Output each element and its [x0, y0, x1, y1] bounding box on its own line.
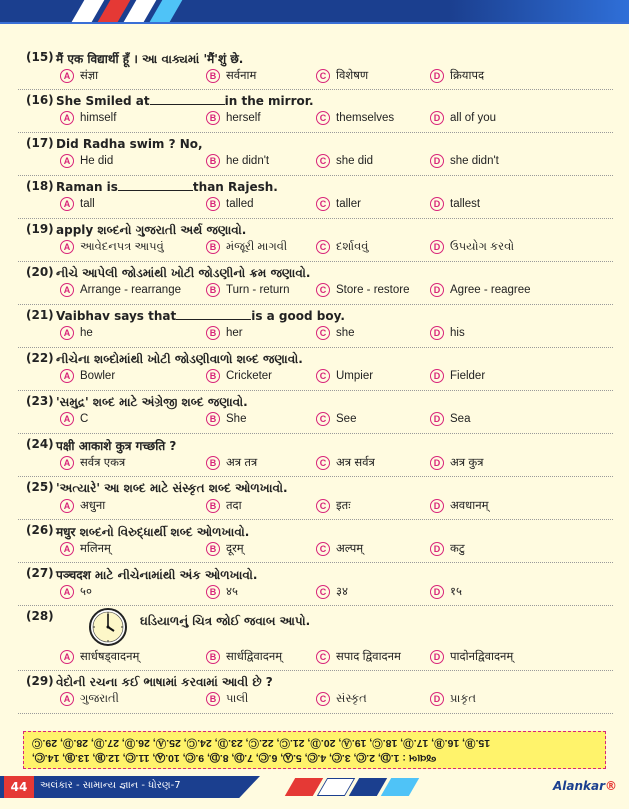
option-text: अवधानम्	[450, 500, 489, 512]
option-c[interactable]	[316, 283, 410, 297]
question-number: (15)	[26, 50, 54, 64]
option-text: पादोनद्विवादनम्	[450, 651, 514, 663]
option-text: See	[336, 413, 357, 425]
option-text: he didn't	[226, 155, 270, 167]
option-letter-badge: A	[60, 369, 74, 383]
option-letter-badge: D	[430, 650, 444, 664]
option-text: her	[226, 327, 243, 339]
option-letter-badge: B	[206, 326, 220, 340]
option-b[interactable]	[206, 455, 257, 470]
option-text: Arrange - rearrange	[80, 284, 181, 296]
option-letter-badge: B	[206, 412, 220, 426]
options-row	[0, 692, 629, 710]
option-letter-badge: A	[60, 240, 74, 254]
header-stripe	[150, 0, 183, 22]
option-letter-badge: D	[430, 283, 444, 297]
question-item	[0, 564, 629, 598]
question-item	[0, 478, 629, 512]
option-b[interactable]	[206, 692, 248, 706]
question-item	[0, 263, 629, 296]
options-row	[0, 154, 629, 172]
option-c[interactable]	[316, 240, 368, 254]
option-letter-badge: C	[316, 283, 330, 297]
option-letter-badge: A	[60, 412, 74, 426]
question-divider	[18, 713, 613, 714]
option-text: આવેદનપત્ર આપવું	[80, 240, 164, 253]
option-letter-badge: B	[206, 650, 220, 664]
question-number: (20)	[26, 265, 54, 279]
option-letter-badge: C	[316, 499, 330, 513]
question-number: (18)	[26, 179, 54, 193]
option-letter-badge: D	[430, 69, 444, 83]
option-text: Cricketer	[226, 370, 273, 382]
question-text: apply શબ્દનો ગુજરાતી અર્થ જણાવો.	[56, 222, 247, 237]
option-text: सर्वनाम	[226, 70, 257, 82]
book-title: અલંકાર - સામાન્ય જ્ઞાન - ધોરણ-7	[40, 780, 181, 791]
option-b[interactable]	[206, 584, 238, 599]
question-item	[0, 306, 629, 339]
option-a[interactable]	[60, 498, 105, 513]
option-letter-badge: C	[316, 542, 330, 556]
option-letter-badge: C	[316, 585, 330, 599]
fill-in-blank	[118, 180, 193, 191]
option-letter-badge: C	[316, 240, 330, 254]
option-c[interactable]	[316, 412, 356, 426]
option-text: Store - restore	[336, 284, 410, 296]
question-text: ઘડિયાળનું ચિત્ર જોઈ જવાબ આપો.	[140, 613, 311, 628]
question-header	[0, 672, 629, 692]
question-divider	[18, 605, 613, 606]
option-letter-badge: A	[60, 69, 74, 83]
option-text: his	[450, 327, 465, 339]
question-number: (26)	[26, 523, 54, 537]
option-text: themselves	[336, 112, 395, 124]
question-text: Did Radha swim ? No,	[56, 137, 203, 151]
option-text: પ્રાકૃત	[450, 692, 477, 705]
question-divider	[18, 519, 613, 520]
option-text: अधुना	[80, 500, 106, 512]
option-letter-badge: A	[60, 197, 74, 211]
option-text: ३४	[336, 586, 348, 598]
question-divider	[18, 390, 613, 391]
question-text-before: Raman is	[56, 180, 118, 194]
options-row	[0, 240, 629, 258]
option-letter-badge: B	[206, 585, 220, 599]
option-b[interactable]	[206, 498, 242, 513]
option-b[interactable]	[206, 369, 272, 383]
question-header	[0, 521, 629, 541]
option-letter-badge: B	[206, 69, 220, 83]
option-letter-badge: A	[60, 283, 74, 297]
option-letter-badge: D	[430, 456, 444, 470]
option-letter-badge: C	[316, 154, 330, 168]
question-divider	[18, 261, 613, 262]
question-header	[0, 478, 629, 498]
option-b[interactable]	[206, 649, 282, 664]
question-header	[0, 435, 629, 455]
option-a[interactable]	[60, 369, 115, 383]
page-number: 44	[4, 776, 34, 798]
option-letter-badge: A	[60, 542, 74, 556]
options-row	[0, 649, 629, 667]
question-text	[56, 309, 345, 323]
question-item	[0, 134, 629, 167]
option-letter-badge: D	[430, 111, 444, 125]
question-item	[0, 672, 629, 705]
question-text-after: is a good boy.	[251, 309, 345, 323]
brand-name: Alankar	[552, 779, 605, 793]
question-number: (28)	[26, 609, 54, 623]
question-text: पक्षी आकाशे कुत्र गच्छति ?	[56, 438, 177, 453]
answer-key-box	[23, 731, 606, 769]
option-d[interactable]	[430, 649, 513, 664]
question-item	[0, 392, 629, 425]
option-a[interactable]	[60, 240, 164, 254]
question-divider	[18, 175, 613, 176]
option-letter-badge: A	[60, 585, 74, 599]
option-c[interactable]	[316, 584, 348, 599]
option-letter-badge: D	[430, 499, 444, 513]
question-number: (21)	[26, 308, 54, 322]
option-letter-badge: D	[430, 240, 444, 254]
option-b[interactable]	[206, 68, 256, 83]
option-text: પાલી	[226, 692, 249, 705]
option-text: He did	[80, 155, 114, 167]
option-d[interactable]	[430, 154, 499, 168]
option-a[interactable]	[60, 68, 98, 83]
option-b[interactable]	[206, 197, 254, 211]
header-band	[0, 0, 629, 22]
question-text-after: than Rajesh.	[192, 180, 278, 194]
answer-key-line-2: 15.Ⓑ, 16.Ⓑ, 17.Ⓓ, 18.Ⓒ, 19.Ⓐ, 20.Ⓓ, 21.Ⓒ, 22.Ⓒ, 23.Ⓓ, 24.Ⓒ, 25.Ⓐ, 26.Ⓓ, 27.Ⓓ, 28.Ⓓ, 29.Ⓒ	[32, 737, 491, 749]
option-a[interactable]	[60, 412, 88, 426]
fill-in-blank	[150, 94, 225, 105]
question-divider	[18, 562, 613, 563]
option-d[interactable]	[430, 326, 465, 340]
option-text: Bowler	[80, 370, 116, 382]
question-header	[0, 306, 629, 326]
option-text: સંસ્કૃત	[336, 692, 367, 705]
option-letter-badge: D	[430, 542, 444, 556]
options-row	[0, 326, 629, 344]
option-d[interactable]	[430, 541, 465, 556]
option-c[interactable]	[316, 369, 373, 383]
options-row	[0, 197, 629, 215]
option-d[interactable]	[430, 197, 480, 211]
option-text: Turn - return	[226, 284, 290, 296]
question-text: 'સમુદ્ર' શબ્દ માટે અંગ્રેજી શબ્દ જણાવો.	[56, 394, 248, 409]
option-text: विशेषण	[336, 70, 369, 82]
option-letter-badge: A	[60, 154, 74, 168]
option-letter-badge: C	[316, 69, 330, 83]
option-letter-badge: B	[206, 240, 220, 254]
question-header	[0, 220, 629, 240]
option-text: अत्र सर्वत्र	[336, 457, 375, 469]
option-text: अल्पम्	[336, 543, 364, 555]
option-b[interactable]	[206, 283, 289, 297]
question-number: (16)	[26, 93, 54, 107]
option-d[interactable]	[430, 455, 484, 470]
option-text: C	[80, 413, 89, 425]
option-text: सार्धषड्वादनम्	[80, 651, 140, 663]
question-item	[0, 177, 629, 210]
option-letter-badge: D	[430, 197, 444, 211]
question-divider	[18, 433, 613, 434]
option-letter-badge: D	[430, 154, 444, 168]
option-letter-badge: A	[60, 499, 74, 513]
header-curve	[0, 22, 629, 32]
option-a[interactable]	[60, 455, 125, 470]
option-c[interactable]	[316, 111, 394, 125]
option-letter-badge: D	[430, 585, 444, 599]
option-text: तदा	[226, 500, 242, 512]
question-divider	[18, 347, 613, 348]
option-c[interactable]	[316, 541, 363, 556]
option-letter-badge: D	[430, 412, 444, 426]
question-text: નીચે આપેલી જોડમાંથી ખોટી જોડણીનો ક્રમ જણાવો.	[56, 265, 311, 280]
option-b[interactable]	[206, 240, 287, 254]
option-b[interactable]	[206, 326, 243, 340]
option-text: મંજૂરી માગવી	[226, 240, 288, 253]
option-b[interactable]	[206, 154, 269, 168]
answer-key-line-1: જવાબ : 1.Ⓓ, 2.Ⓒ, 3.Ⓒ, 4.Ⓒ, 5.Ⓐ, 6.Ⓒ, 7.Ⓓ, 8.Ⓓ, 9.Ⓒ, 10.Ⓐ, 11.Ⓒ, 12.Ⓑ, 13.Ⓑ, 14.Ⓒ,	[32, 752, 437, 764]
options-row	[0, 68, 629, 86]
question-number: (24)	[26, 437, 54, 451]
option-a[interactable]	[60, 541, 111, 556]
footer-stripe	[381, 778, 419, 796]
question-number: (29)	[26, 674, 54, 688]
question-header	[0, 177, 629, 197]
option-a[interactable]	[60, 197, 95, 211]
question-divider	[18, 670, 613, 671]
option-text: himself	[80, 112, 117, 124]
question-header	[0, 48, 629, 68]
option-letter-badge: B	[206, 197, 220, 211]
question-header	[0, 91, 629, 111]
option-a[interactable]	[60, 326, 93, 340]
question-divider	[18, 304, 613, 305]
question-number: (19)	[26, 222, 54, 236]
option-letter-badge: B	[206, 692, 220, 706]
question-number: (27)	[26, 566, 54, 580]
option-text: ५०	[80, 586, 92, 598]
option-text: १५	[450, 586, 462, 598]
option-letter-badge: B	[206, 542, 220, 556]
option-text: इतः	[336, 500, 351, 512]
option-a[interactable]	[60, 111, 116, 125]
option-letter-badge: D	[430, 326, 444, 340]
question-header	[0, 564, 629, 584]
question-item	[0, 220, 629, 253]
option-letter-badge: B	[206, 283, 220, 297]
option-text: अत्र कुत्र	[450, 457, 484, 469]
options-row	[0, 111, 629, 129]
option-letter-badge: A	[60, 650, 74, 664]
option-text: Sea	[450, 413, 471, 425]
options-row	[0, 455, 629, 473]
question-text: पञ्चदश માટે નીચેનામાંથી અંક ઓળખાવો.	[56, 567, 258, 582]
option-d[interactable]	[430, 283, 531, 297]
options-row	[0, 541, 629, 559]
option-b[interactable]	[206, 412, 246, 426]
question-item	[0, 349, 629, 382]
options-row	[0, 412, 629, 430]
option-text: संज्ञा	[80, 70, 99, 82]
option-a[interactable]	[60, 692, 119, 706]
option-letter-badge: A	[60, 111, 74, 125]
page-footer	[0, 776, 629, 809]
option-c[interactable]	[316, 649, 401, 664]
question-number: (23)	[26, 394, 54, 408]
question-text: 'અત્યારે' આ શબ્દ માટે સંસ્કૃત શબ્દ ઓળખાવો.	[56, 480, 288, 495]
option-text: દર્શાવવું	[336, 240, 369, 253]
option-letter-badge: D	[430, 369, 444, 383]
option-a[interactable]	[60, 283, 181, 297]
question-item	[0, 91, 629, 124]
question-text: નીચેના શબ્દોમાંથી ખોટી જોડણીવાળો શબ્દ જણાવો.	[56, 351, 303, 366]
option-letter-badge: C	[316, 692, 330, 706]
option-letter-badge: B	[206, 154, 220, 168]
option-text: सार्धद्विवादनम्	[226, 651, 283, 663]
option-d[interactable]	[430, 498, 489, 513]
option-c[interactable]	[316, 197, 361, 211]
option-text: She	[226, 413, 247, 425]
option-b[interactable]	[206, 111, 261, 125]
option-text: she didn't	[450, 155, 499, 167]
question-number: (22)	[26, 351, 54, 365]
option-c[interactable]	[316, 692, 367, 706]
option-text: taller	[336, 198, 361, 210]
option-letter-badge: B	[206, 369, 220, 383]
option-text: Umpier	[336, 370, 374, 382]
question-divider	[18, 132, 613, 133]
option-text: he	[80, 327, 93, 339]
question-header	[0, 134, 629, 154]
option-text: क्रियापद	[450, 70, 485, 82]
option-letter-badge: D	[430, 692, 444, 706]
option-d[interactable]	[430, 240, 514, 254]
question-divider	[18, 89, 613, 90]
question-item	[0, 521, 629, 555]
option-letter-badge: C	[316, 456, 330, 470]
brand-logo: Alankar®	[552, 779, 617, 793]
option-letter-badge: A	[60, 692, 74, 706]
option-c[interactable]	[316, 455, 375, 470]
option-letter-badge: B	[206, 456, 220, 470]
option-letter-badge: B	[206, 499, 220, 513]
option-d[interactable]	[430, 692, 476, 706]
option-text: कटु	[450, 543, 465, 555]
option-letter-badge: A	[60, 326, 74, 340]
option-text: she	[336, 327, 355, 339]
question-text	[56, 94, 314, 108]
question-text-after: in the mirror.	[224, 94, 314, 108]
option-letter-badge: C	[316, 197, 330, 211]
option-text: tallest	[450, 198, 481, 210]
option-letter-badge: C	[316, 650, 330, 664]
option-letter-badge: C	[316, 326, 330, 340]
option-text: tall	[80, 198, 95, 210]
options-row	[0, 584, 629, 602]
question-header	[0, 392, 629, 412]
option-d[interactable]	[430, 412, 470, 426]
option-text: all of you	[450, 112, 497, 124]
question-divider	[18, 476, 613, 477]
question-number: (17)	[26, 136, 54, 150]
options-row	[0, 498, 629, 516]
question-text	[56, 180, 278, 194]
option-c[interactable]	[316, 326, 355, 340]
option-letter-badge: C	[316, 369, 330, 383]
question-divider	[18, 218, 613, 219]
option-letter-badge: C	[316, 412, 330, 426]
option-text: Agree - reagree	[450, 284, 531, 296]
option-letter-badge: B	[206, 111, 220, 125]
question-header	[0, 349, 629, 369]
option-text: सपाद द्विवादनम	[336, 651, 401, 663]
option-d[interactable]	[430, 111, 496, 125]
options-row	[0, 283, 629, 301]
option-d[interactable]	[430, 584, 462, 599]
question-text-before: She Smiled at	[56, 94, 150, 108]
question-text-before: Vaibhav says that	[56, 309, 177, 323]
question-item	[0, 48, 629, 82]
question-item	[0, 435, 629, 469]
option-a[interactable]	[60, 649, 139, 664]
question-number: (25)	[26, 480, 54, 494]
option-text: सर्वत्र एकत्र	[80, 457, 126, 469]
option-text: ४५	[226, 586, 238, 598]
clock-icon	[88, 607, 128, 647]
option-text: talled	[226, 198, 254, 210]
option-letter-badge: C	[316, 111, 330, 125]
option-text: मलिनम्	[80, 543, 111, 555]
option-c[interactable]	[316, 498, 351, 513]
question-text: વેદોની રચના કઈ ભાષામાં કરવામાં આવી છે ?	[56, 674, 273, 689]
option-a[interactable]	[60, 154, 113, 168]
question-text: मैं एक विद्यार्थी हूँ । આ વાક્યમાં 'मैं'शुं छे.	[56, 51, 244, 66]
fill-in-blank	[176, 309, 251, 320]
option-text: दूरम्	[226, 543, 244, 555]
option-text: अत्र तत्र	[226, 457, 258, 469]
option-text: ઉપયોગ કરવો	[450, 240, 515, 253]
option-d[interactable]	[430, 68, 484, 83]
option-c[interactable]	[316, 68, 368, 83]
option-text: herself	[226, 112, 261, 124]
option-text: Fielder	[450, 370, 486, 382]
option-b[interactable]	[206, 541, 244, 556]
header-fade	[449, 0, 629, 22]
question-item	[0, 607, 629, 663]
question-header	[0, 263, 629, 283]
option-text: ગુજરાતી	[80, 692, 119, 705]
option-letter-badge: A	[60, 456, 74, 470]
option-text: she did	[336, 155, 374, 167]
options-row	[0, 369, 629, 387]
option-a[interactable]	[60, 584, 92, 599]
option-d[interactable]	[430, 369, 485, 383]
option-c[interactable]	[316, 154, 373, 168]
question-text: मधुर શબ્દનો વિરુદ્ધાર્થી શબ્દ ઓળખાવો.	[56, 524, 250, 539]
